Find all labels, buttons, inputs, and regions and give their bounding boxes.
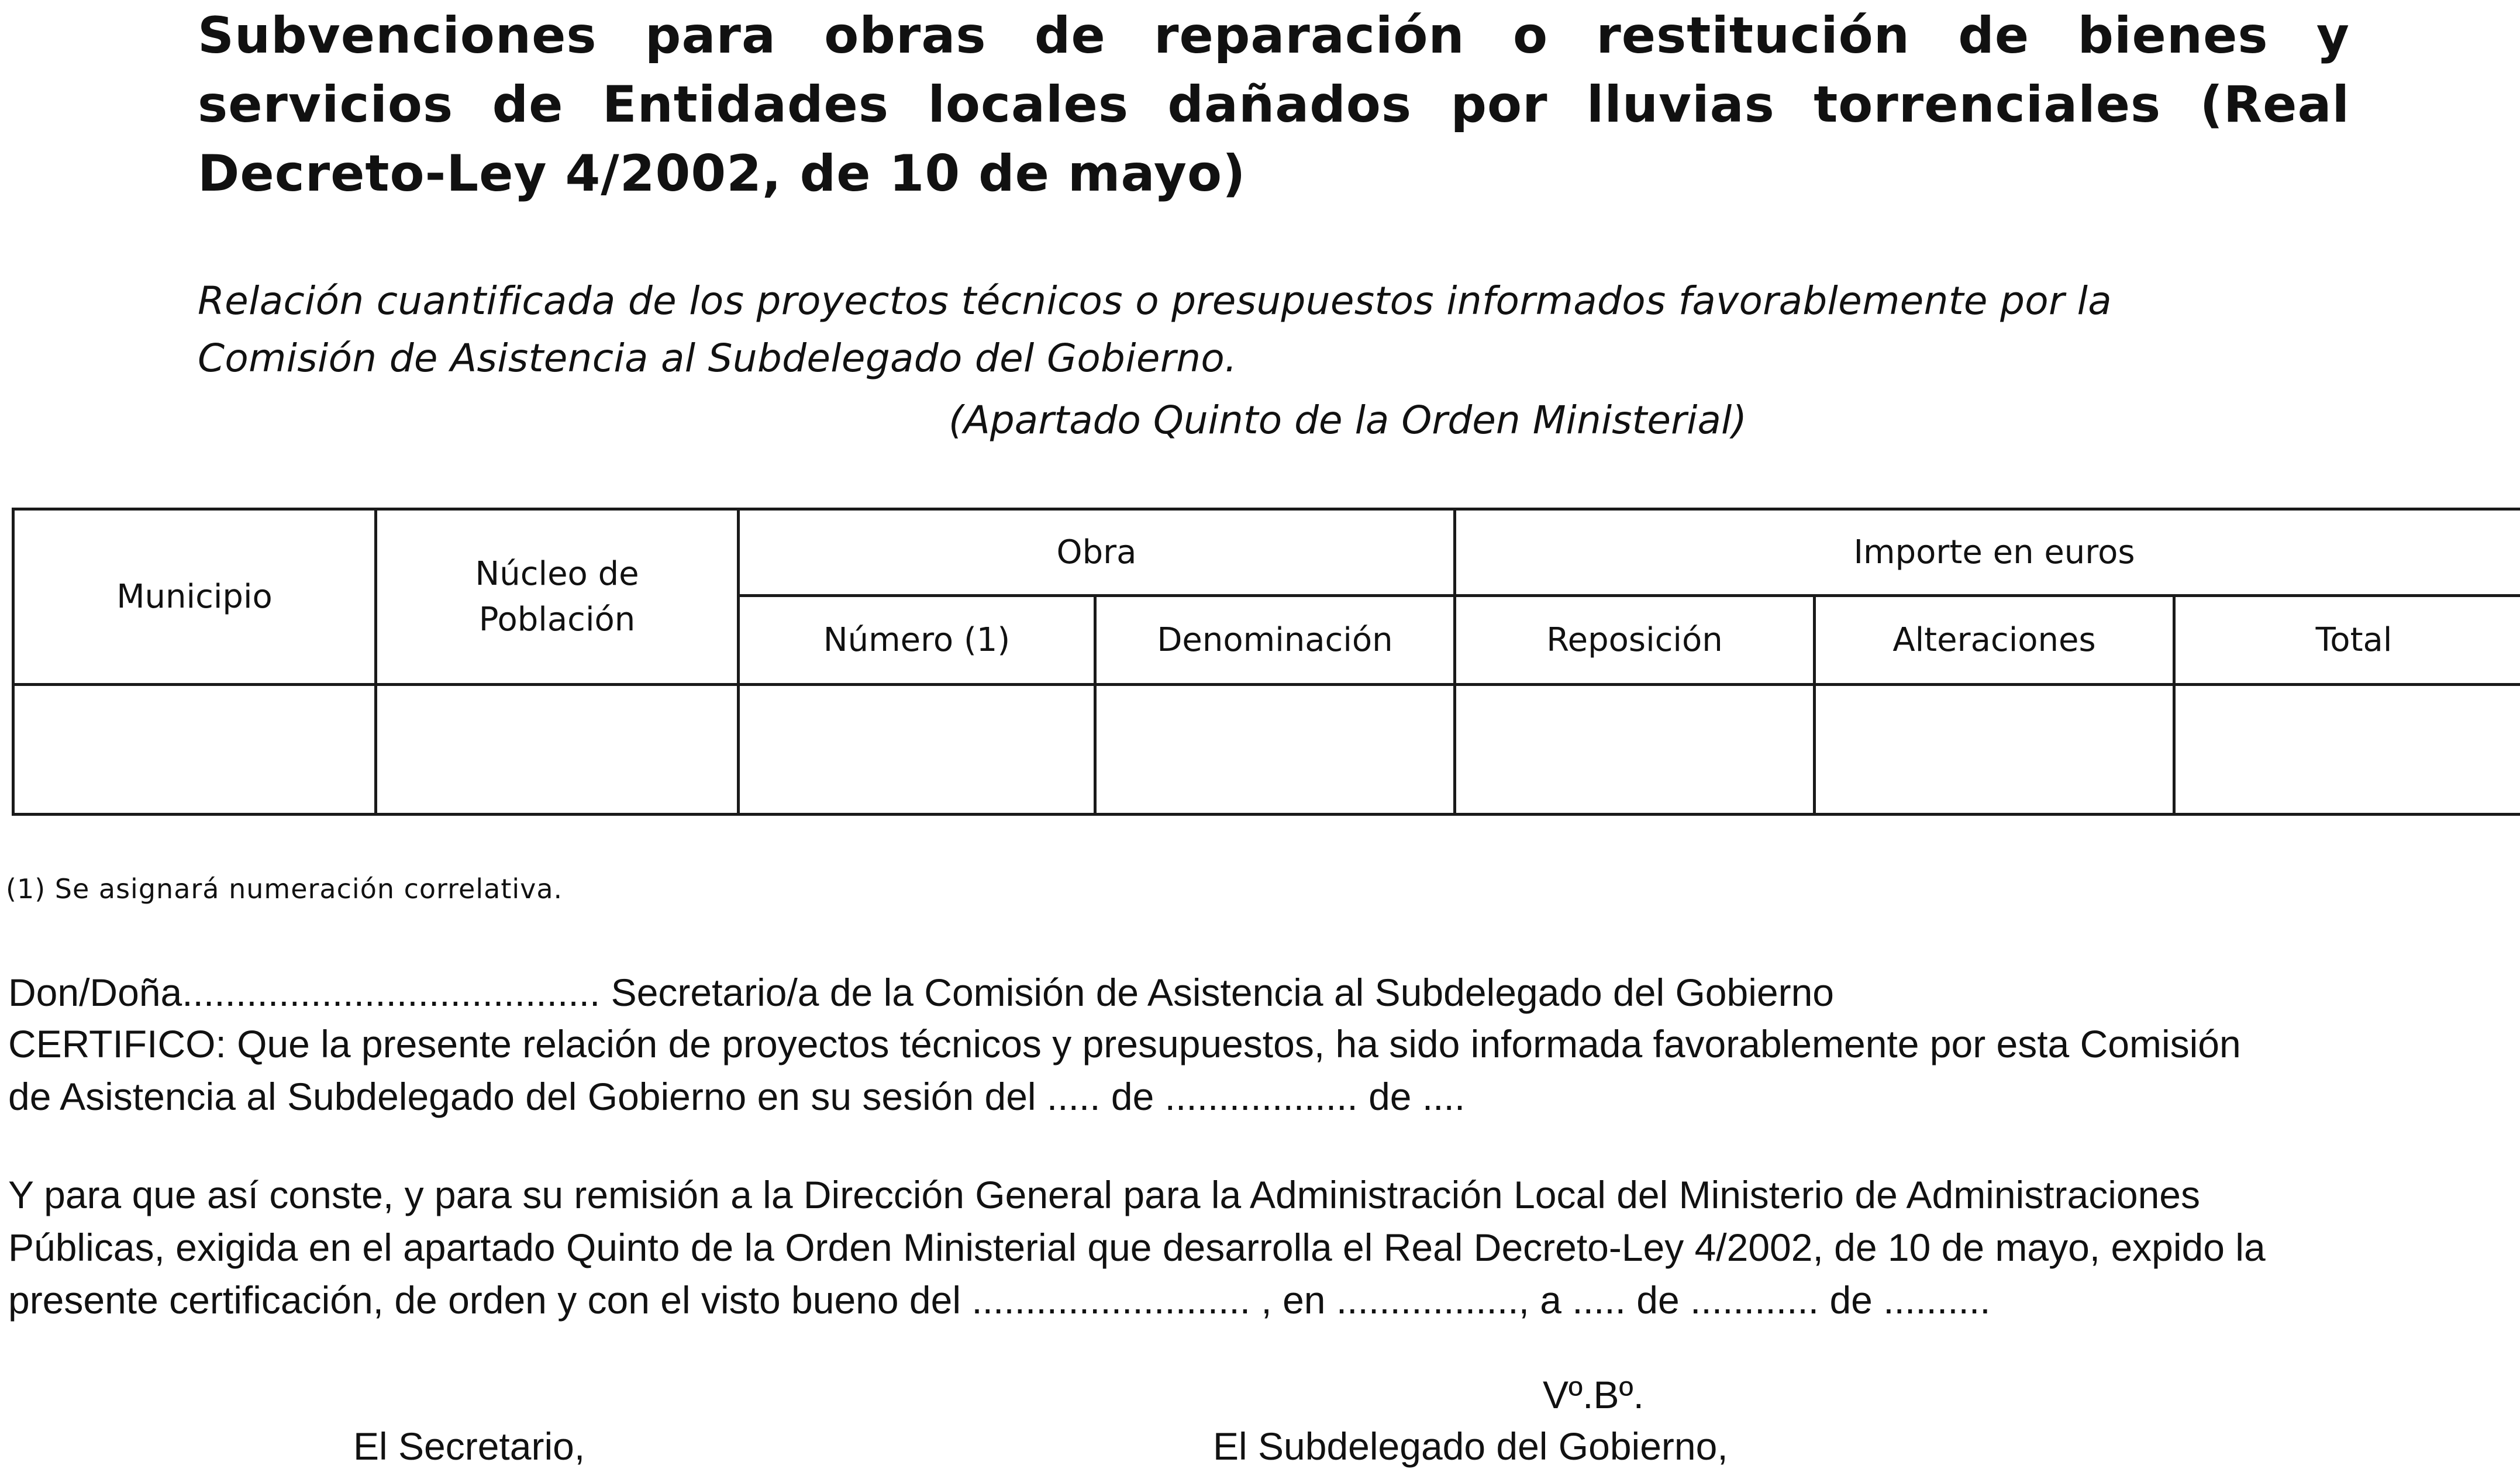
certificate-line-5: Públicas, exigida en el apartado Quinto de la Orden Ministerial que desarrolla el Real Decreto-Ley 4/2002, de 10 de mayo, expido la [8,1226,2266,1269]
cell-reposicion [1455,685,1815,815]
header-nucleo-poblacion [376,509,739,685]
document-title: Subvenciones para obras de reparación o restitución de bienes y servicios de Entidades locales dañados por lluvias torrenciales (Real Decreto-Ley 4/2002, de 10 de mayo) [198,6,2350,203]
certificate-line-4: Y para que así conste, y para su remisión a la Dirección General para la Administración Local del Ministerio de Administraciones [8,1173,2201,1216]
certificate-line-2: CERTIFICO: Que la presente relación de proyectos técnicos y presupuestos, ha sido informada favorablemente por esta Comisión [8,1022,2241,1065]
cell-total [2174,685,2520,815]
subtitle-line-1: Relación cuantificada de los proyectos técnicos o presupuestos informados favorablemente por la [198,278,2112,323]
subtitle-line-2: Comisión de Asistencia al Subdelegado del Gobierno. [198,336,1237,381]
certificate-line-3: de Asistencia al Subdelegado del Gobierno en su sesión del ..... de .................. de .... [8,1075,1466,1118]
header-nucleo-label: Núcleo de Población [475,554,639,639]
header-numero: Número (1) [739,596,1095,685]
certificate-line-6: presente certificación, de orden y con el visto bueno del .......................... , en ................., a ..... de ............ de .......... [8,1278,1991,1322]
header-denominacion: Denominación [1095,596,1455,685]
header-alteraciones: Alteraciones [1815,596,2174,685]
header-municipio: Municipio [13,509,376,685]
cell-numero [739,685,1095,815]
subdelegado-signature-label: El Subdelegado del Gobierno, [1213,1425,1728,1468]
header-total: Total [2174,596,2520,685]
vobo-label: Vº.Bº. [1543,1373,1644,1416]
secretario-signature-label: El Secretario, [353,1425,585,1468]
header-obra: Obra [739,509,1455,596]
projects-table [12,508,2520,816]
subtitle-line-3: (Apartado Quinto de la Orden Ministerial) [948,398,1747,443]
cell-municipio [13,685,376,815]
footnote: (1) Se asignará numeración correlativa. [6,873,563,905]
cell-alteraciones [1815,685,2174,815]
header-importe: Importe en euros [1455,509,2520,596]
certificate-line-1: Don/Doña....................................... Secretario/a de la Comisión de Asistencia al Subdelegado del Gobierno [8,971,1834,1014]
cell-nucleo [376,685,739,815]
cell-denominacion [1095,685,1455,815]
table-row [13,685,2520,815]
header-reposicion: Reposición [1455,596,1815,685]
